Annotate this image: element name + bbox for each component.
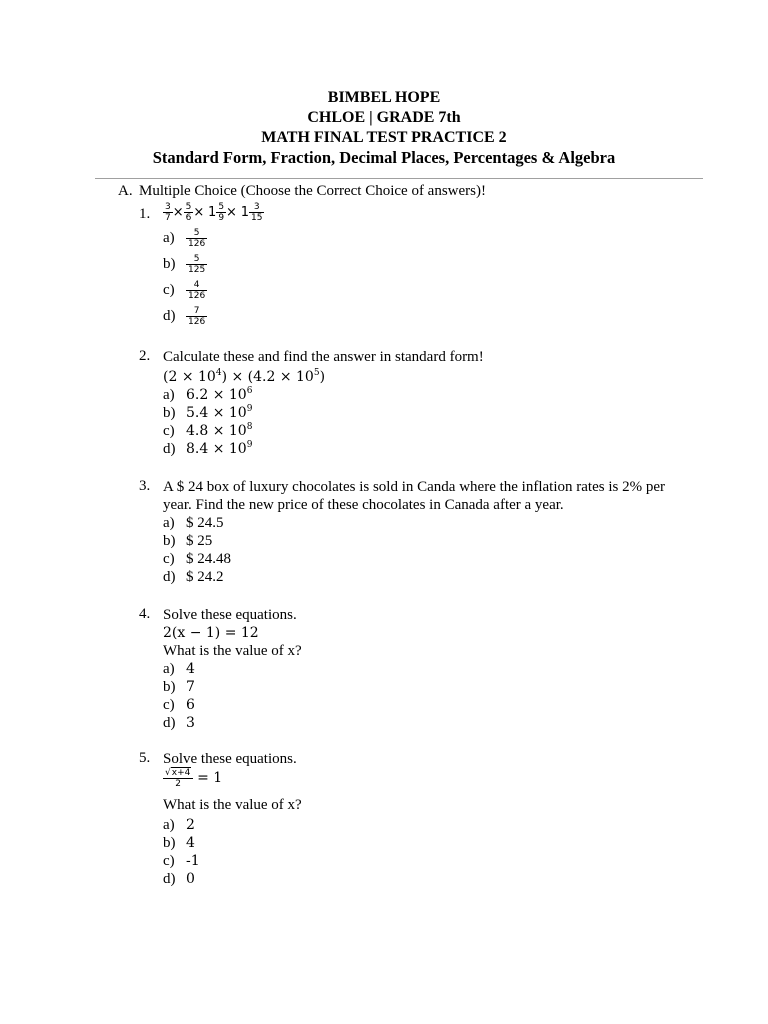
option-fraction: $\frac{7}{126}$ — [188, 306, 206, 327]
option-b[interactable]: b) 4 — [163, 835, 195, 851]
option-d[interactable]: d) $ 24.2 — [163, 569, 224, 585]
question-prompt: What is the value of x? — [163, 797, 302, 813]
question-number: 3. — [139, 478, 151, 494]
test-title: MATH FINAL TEST PRACTICE 2 — [261, 129, 507, 146]
document-header — [0, 88, 768, 168]
student-grade: CHLOE | GRADE 7th — [307, 109, 461, 126]
option-a[interactable]: a) 4 — [163, 661, 195, 677]
section-heading — [118, 182, 486, 201]
option-c[interactable]: c) 6 — [163, 697, 195, 713]
option-b[interactable]: b) $5.4 \times 10^9$ — [163, 404, 253, 421]
option-c[interactable]: c) $4.8 \times 10^8$ — [163, 422, 253, 439]
question-text: A $ 24 box of luxury chocolates is sold in Canda where the inflation rates is 2% per — [163, 479, 665, 495]
header-divider — [95, 178, 703, 179]
option-fraction: $\frac{4}{126}$ — [188, 280, 206, 301]
option-a[interactable]: a) 2 — [163, 817, 195, 833]
question-number: 2. — [139, 348, 151, 364]
q4-equation: 2(x − 1) = 12 — [163, 625, 259, 641]
question-text: Calculate these and find the answer in standard form! — [163, 349, 484, 365]
question-number: 5. — [139, 750, 151, 766]
question-number: 1. — [139, 206, 151, 222]
question-text: Solve these equations. — [163, 607, 297, 623]
option-d[interactable]: d) $8.4 \times 10^9$ — [163, 440, 253, 457]
option-b[interactable]: b) $\frac{5}{125}$ — [163, 254, 206, 275]
option-fraction: $\frac{5}{126}$ — [188, 228, 206, 249]
q2-expression: $(2 \times 10^4) \times (4.2 \times 10^5)$ — [163, 368, 326, 385]
square-root: √x+4 — [163, 768, 193, 779]
fraction: $\frac{5}{9}$ — [218, 202, 225, 223]
option-c[interactable]: c) $ 24.48 — [163, 551, 231, 567]
school-name: BIMBEL HOPE — [327, 89, 441, 106]
option-c[interactable]: c) -1 — [163, 853, 200, 869]
option-fraction: $\frac{5}{125}$ — [188, 254, 206, 275]
option-d[interactable]: d) 0 — [163, 871, 195, 887]
fraction: $\frac{3}{7}$ — [165, 202, 171, 223]
question-number: 4. — [139, 606, 151, 622]
topics-line: Standard Form, Fraction, Decimal Places, Percentages & Algebra — [152, 148, 616, 167]
question-text: Solve these equations. — [163, 751, 297, 767]
fraction: $\frac{√x+4}{2}$ — [163, 768, 193, 789]
question-text-continued: year. Find the new price of these chocolates in Canada after a year. — [163, 497, 564, 513]
section-title: Multiple Choice (Choose the Correct Choice of answers)! — [139, 183, 486, 199]
fraction: $\frac{3}{15}$ — [250, 202, 263, 223]
option-c[interactable]: c) $\frac{4}{126}$ — [163, 280, 206, 301]
option-b[interactable]: b) $ 25 — [163, 533, 213, 549]
option-b[interactable]: b) 7 — [163, 679, 195, 695]
option-d[interactable]: d) 3 — [163, 715, 195, 731]
question-prompt: What is the value of x? — [163, 643, 302, 659]
q5-equation: $\frac{√x+4}{2}$ = 1 — [165, 768, 223, 789]
q1-expression: $\frac{3}{7}$ × $\frac{5}{6}$ × 1 $\frac{5}{9}$ × 1 $\frac{3}{15}$ — [165, 202, 263, 223]
fraction: $\frac{5}{6}$ — [185, 202, 192, 223]
option-a[interactable]: a) $\frac{5}{126}$ — [163, 228, 206, 249]
option-a[interactable]: a) $ 24.5 — [163, 515, 224, 531]
option-d[interactable]: d) $\frac{7}{126}$ — [163, 306, 206, 327]
option-a[interactable]: a) $6.2 \times 10^6$ — [163, 386, 253, 403]
section-letter: A. — [118, 183, 133, 199]
